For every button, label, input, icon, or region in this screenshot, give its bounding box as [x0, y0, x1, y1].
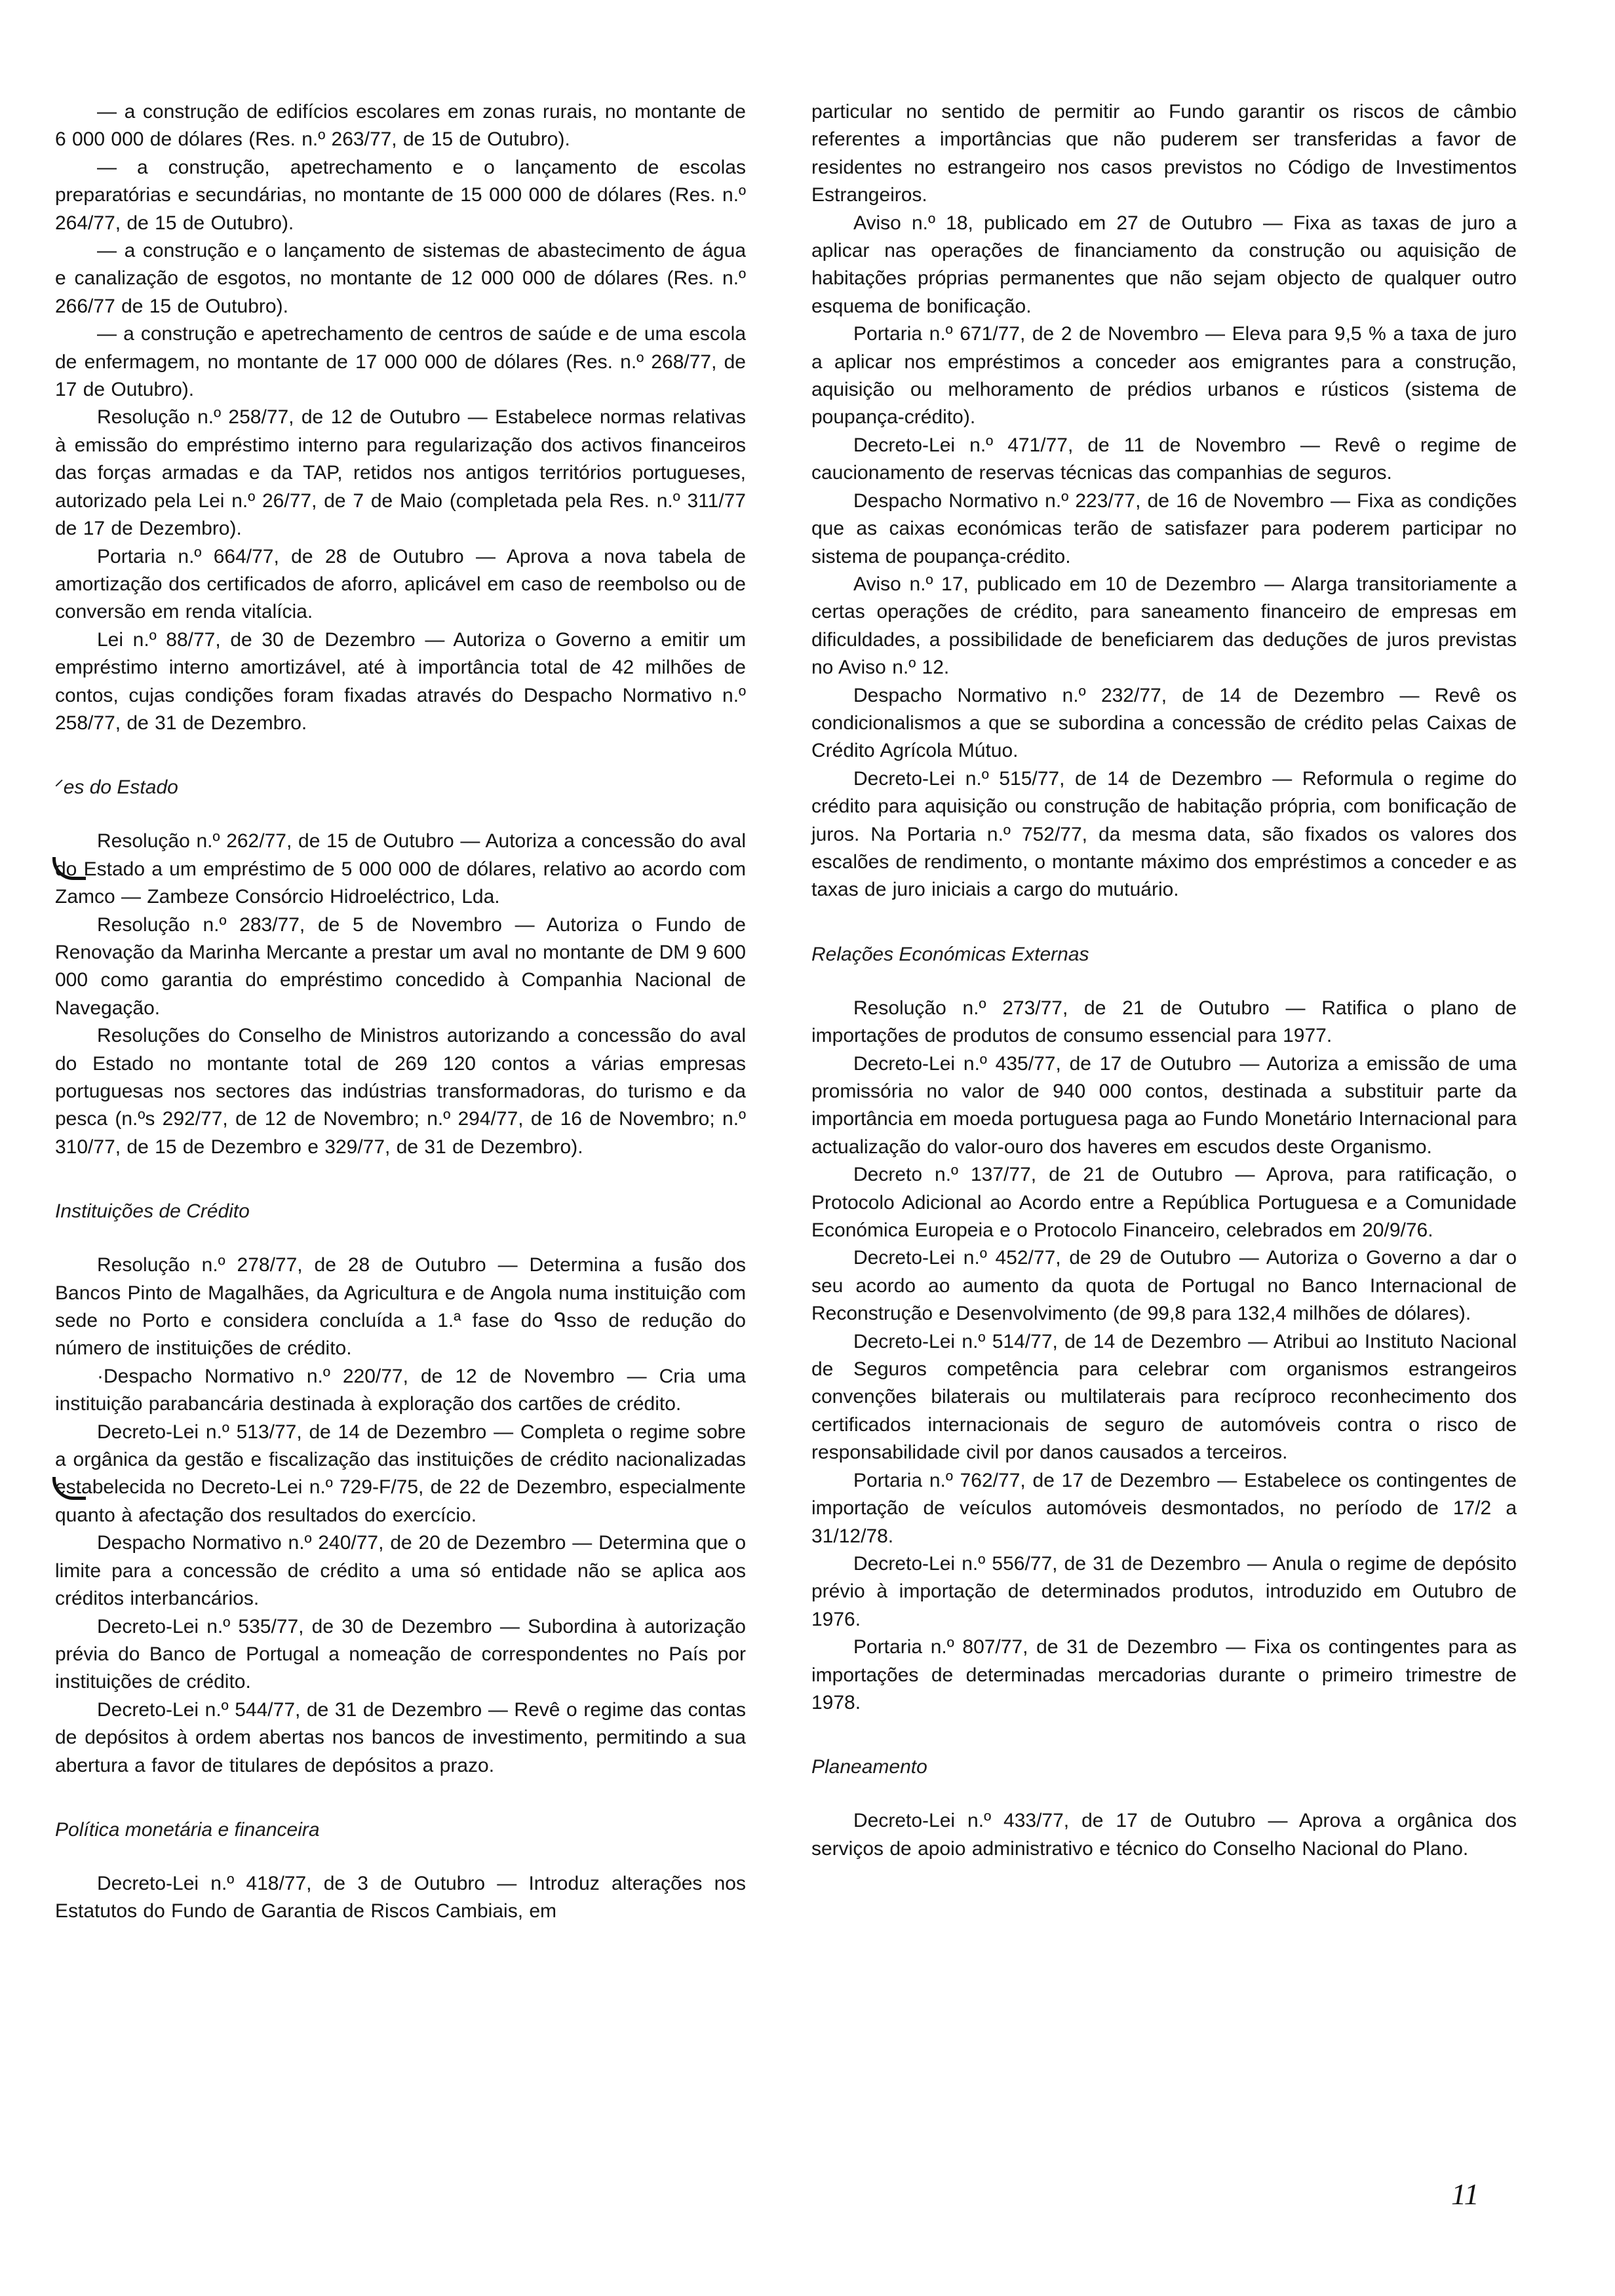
paragraph: Resolução n.º 258/77, de 12 de Outubro — Estabelece normas relativas à emissão do empréstimo interno para regularização dos activos financeiros das forças armadas e da TAP, retidos nos antigos territórios portugueses, autorizado pela Lei n.º 26/77, de 7 de Maio (completada pela Res. n.º 311/77 de 17 de Dezembro). — [55, 406, 746, 540]
paragraph: Decreto-Lei n.º 544/77, de 31 de Dezembro — Revê o regime das contas de depósitos à ordem abertas nos bancos de investimento, permitindo a sua abertura a favor de titulares de depósitos a prazo. — [55, 1698, 746, 1776]
paragraph: Decreto-Lei n.º 513/77, de 14 de Dezembro — Completa o regime sobre a orgânica da gestão e fiscalização das instituições de crédito nacionalizadas estabelecida no Decreto-Lei n.º 729-F/75, de 22 de Dezembro, especialmente quanto à afectação dos resultados do exercício. — [55, 1421, 746, 1526]
paragraph: Lei n.º 88/77, de 30 de Dezembro — Autoriza o Governo a emitir um empréstimo interno amortizável, até à importância total de 42 milhões de contos, cujas condições foram fixadas através do Despacho Normativo n.º 258/77, de 31 de Dezembro. — [55, 628, 746, 734]
section-heading: Relações Económicas Externas — [811, 943, 1089, 965]
section-spacer — [55, 1844, 746, 1870]
section-spacer — [811, 968, 1517, 995]
section-heading: Planeamento — [811, 1756, 927, 1778]
paragraph: Aviso n.º 18, publicado em 27 de Outubro — Fixa as taxas de juro a aplicar nas operações de financiamento da construção ou aquisição de habitações próprias permanentes que não sejam objecto de qualquer outro esquema de bonificação. — [811, 212, 1517, 317]
left-column — [55, 98, 746, 1926]
section-heading: Política monetária e financeira — [55, 1818, 320, 1841]
paragraph: Decreto-Lei n.º 535/77, de 30 de Dezembro — Subordina à autorização prévia do Banco de Portugal a nomeação de correspondentes no País por instituições de crédito. — [55, 1615, 746, 1693]
paragraph: Resoluções do Conselho de Ministros autorizando a concessão do aval do Estado no montante total de 269 120 contos a várias empresas portuguesas nos sectores das indústrias transformadoras, do turismo e da pesca (n.ºs 292/77, de 12 de Novembro; n.º 294/77, de 16 de Novembro; n.º 310/77, de 15 de Dezembro e 329/77, de 31 de Dezembro). — [55, 1025, 746, 1158]
section-spacer — [55, 1780, 746, 1816]
paragraph: Despacho Normativo n.º 232/77, de 14 de Dezembro — Revê os condicionalismos a que se subordina a concessão de crédito pelas Caixas de Crédito Agrícola Mútuo. — [811, 684, 1517, 762]
section-spacer — [55, 1225, 746, 1252]
paragraph: Despacho Normativo n.º 223/77, de 16 de Novembro — Fixa as condições que as caixas económicas terão de satisfazer para poderem participar no sistema de poupança-crédito. — [811, 489, 1517, 567]
section-spacer — [55, 737, 746, 774]
paragraph: Decreto-Lei n.º 515/77, de 14 de Dezembro — Reformula o regime do crédito para aquisição ou construção de habitação própria, com bonificação de juros. Na Portaria n.º 752/77, da mesma data, são fixados os valores dos escalões de rendimento, o montante máximo dos empréstimos a conceder e as taxas de juro iniciais a cargo do mutuário. — [811, 767, 1517, 901]
paragraph: Decreto-Lei n.º 418/77, de 3 de Outubro — Introduz alterações nos Estatutos do Fundo de Garantia de Riscos Cambiais, em — [55, 1872, 746, 1923]
paragraph: Decreto n.º 137/77, de 21 de Outubro — Aprova, para ratificação, o Protocolo Adicional ao Acordo entre a República Portuguesa e a Comunidade Económica Europeia e o Protocolo Financeiro, celebrados em 20/9/76. — [811, 1164, 1517, 1242]
paragraph: Aviso n.º 17, publicado em 10 de Dezembro — Alarga transitoriamente a certas operações de crédito, para saneamento financeiro de empresas em dificuldades, a possibilidade de beneficiarem das deduções de juros previstas no Aviso n.º 12. — [811, 573, 1517, 679]
section-spacer — [811, 1717, 1517, 1753]
paragraph: Decreto-Lei n.º 433/77, de 17 de Outubro — Aprova a orgânica dos serviços de apoio administrativo e técnico do Conselho Nacional do Plano. — [811, 1810, 1517, 1860]
paragraph: — a construção de edifícios escolares em zonas rurais, no montante de 6 000 000 de dólares (Res. n.º 263/77, de 15 de Outubro). — [55, 101, 746, 151]
paragraph: — a construção, apetrechamento e o lançamento de escolas preparatórias e secundárias, no montante de 15 000 000 de dólares (Res. n.º 264/77, de 15 de Outubro). — [55, 156, 746, 234]
paragraph: Resolução n.º 262/77, de 15 de Outubro — Autoriza a concessão do aval do Estado a um empréstimo de 5 000 000 de dólares, relativo ao acordo com Zamco — Zambeze Consórcio Hidroeléctrico, Lda. — [55, 830, 746, 908]
section-spacer — [55, 801, 746, 828]
paragraph: Decreto-Lei n.º 452/77, de 29 de Outubro — Autoriza o Governo a dar o seu acordo ao aumento da quota de Portugal no Banco Internacional de Reconstrução e Desenvolvimento (de 99,8 para 132,4 milhões de dólares). — [811, 1247, 1517, 1325]
section-spacer — [811, 904, 1517, 941]
right-column — [811, 98, 1517, 1863]
paragraph: ·Despacho Normativo n.º 220/77, de 12 de Novembro — Cria uma instituição parabancária destinada à exploração dos cartões de crédito. — [55, 1365, 746, 1415]
paragraph: Portaria n.º 671/77, de 2 de Novembro — Eleva para 9,5 % a taxa de juro a aplicar nos empréstimos a conceder aos emigrantes para a construção, aquisição ou melhoramento de prédios urbanos e rústicos (sistema de poupança-crédito). — [811, 323, 1517, 429]
paragraph: Portaria n.º 807/77, de 31 de Dezembro — Fixa os contingentes para as importações de determinadas mercadorias durante o primeiro trimestre de 1978. — [811, 1636, 1517, 1713]
paragraph: — a construção e o lançamento de sistemas de abastecimento de água e canalização de esgotos, no montante de 12 000 000 de dólares (Res. n.º 266/77 de 15 de Outubro). — [55, 240, 746, 317]
paragraph: Decreto-Lei n.º 514/77, de 14 de Dezembro — Atribui ao Instituto Nacional de Seguros competência para celebrar com organismos estrangeiros convenções bilaterais ou multilaterais para recíproco reconhecimento dos certificados internacionais de seguro de automóveis contra o risco de responsabilidade civil por danos causados a terceiros. — [811, 1330, 1517, 1464]
paragraph: Decreto-Lei n.º 556/77, de 31 de Dezembro — Anula o regime de depósito prévio à importação de determinados produtos, introduzido em Outubro de 1976. — [811, 1552, 1517, 1630]
paragraph: Resolução n.º 273/77, de 21 de Outubro — Ratifica o plano de importações de produtos de consumo essencial para 1977. — [811, 997, 1517, 1047]
paragraph: Despacho Normativo n.º 240/77, de 20 de Dezembro — Determina que o limite para a concessão de crédito a uma só entidade não se aplica aos créditos interbancários. — [55, 1532, 746, 1610]
paragraph: — a construção e apetrechamento de centros de saúde e de uma escola de enfermagem, no montante de 17 000 000 de dólares (Res. n.º 268/77, de 17 de Outubro). — [55, 323, 746, 401]
section-spacer — [55, 1161, 746, 1198]
section-heading: Instituições de Crédito — [55, 1200, 250, 1223]
paragraph: Portaria n.º 664/77, de 28 de Outubro — Aprova a nova tabela de amortização dos certificados de aforro, aplicável em caso de reembolso ou de conversão em renda vitalícia. — [55, 545, 746, 623]
page-number: 11 — [1451, 2177, 1479, 2211]
paragraph: Resolução n.º 278/77, de 28 de Outubro — Determina a fusão dos Bancos Pinto de Magalhães, da Agricultura e de Angola numa instituição com sede no Porto e considera concluída a 1.ª fase do ᑫsso de redução do número de instituições de crédito. — [55, 1254, 746, 1360]
paragraph: Portaria n.º 762/77, de 17 de Dezembro — Estabelece os contingentes de importação de veículos automóveis desmontados, no período de 17/2 a 31/12/78. — [811, 1469, 1517, 1547]
paragraph: Resolução n.º 283/77, de 5 de Novembro — Autoriza o Fundo de Renovação da Marinha Mercante a prestar um aval no montante de DM 9 600 000 como garantia do empréstimo concedido à Companhia Nacional de Navegação. — [55, 913, 746, 1019]
section-spacer — [811, 1781, 1517, 1807]
paragraph: Decreto-Lei n.º 471/77, de 11 de Novembro — Revê o regime de caucionamento de reservas técnicas das companhias de seguros. — [811, 434, 1517, 484]
paragraph: particular no sentido de permitir ao Fundo garantir os riscos de câmbio referentes a importâncias que não puderem ser transferidas a favor de residentes no estrangeiro nos casos previstos no Código de Investimentos Estrangeiros. — [811, 101, 1517, 206]
section-heading: ᐟes do Estado — [55, 776, 178, 799]
paragraph: Decreto-Lei n.º 435/77, de 17 de Outubro — Autoriza a emissão de uma promissória no valor de 940 000 contos, destinada a substituir parte da importância em moeda portuguesa paga ao Fundo Monetário Internacional para actualização do valor-ouro dos haveres em escudos deste Organismo. — [811, 1052, 1517, 1158]
